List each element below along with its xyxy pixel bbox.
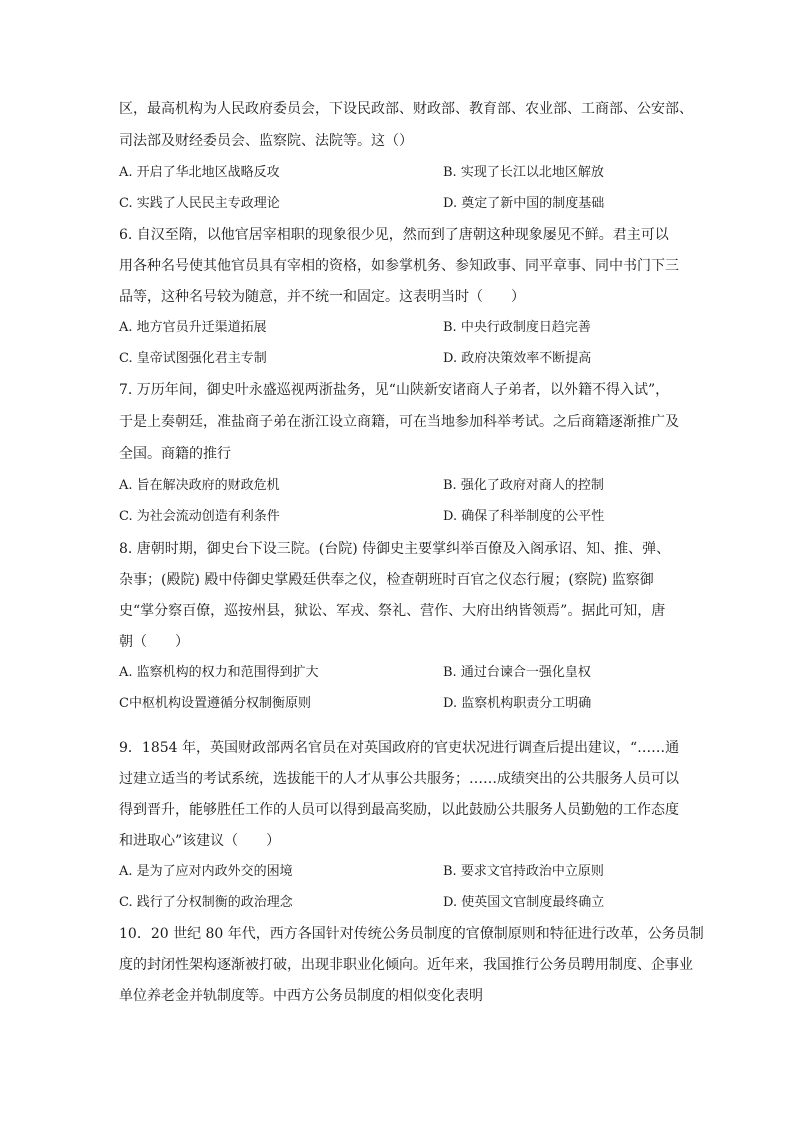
q6-option-a: A. 地方官员升迁渠道拓展 [119,320,267,335]
q9-stem-line-3: 得到晋升，能够胜任工作的人员可以得到最高奖励，以此鼓励公共服务人员勤勉的工作态度 [119,802,679,818]
q7-stem-line-3: 全国。商籍的推行 [119,446,231,462]
q10-stem-line-3: 单位养老金并轨制度等。中西方公务员制度的相似变化表明 [119,988,483,1004]
q5-option-d: D. 奠定了新中国的制度基础 [443,196,605,211]
q6-option-b: B. 中央行政制度日趋完善 [443,320,591,335]
q6-stem-line-3: 品等，这种名号较为随意，并不统一和固定。这表明当时（ ） [119,289,525,305]
q7-option-b: B. 强化了政府对商人的控制 [443,478,604,493]
q6-option-c: C. 皇帝试图强化君主专制 [119,351,267,366]
q9-option-b: B. 要求文官持政治中立原则 [443,864,604,879]
q8-stem-line-2: 杂事；(殿院) 殿中侍御史掌殿廷供奉之仪，检查朝班时百官之仪态行履；(察院) 监察御 [119,572,654,588]
q8-stem-line-1: 8. 唐朝时期，御史台下设三院。(台院) 侍御史主要掌纠举百僚及入阁承诏、知、推、弹、 [119,541,671,557]
q8-option-d: D. 监察机构职责分工明确 [443,696,592,711]
q10-stem-line-2: 度的封闭性架构逐渐被打破，出现非职业化倾向。近年来，我国推行公务员聘用制度、企事业 [119,957,693,973]
q9-stem-line-2: 过建立适当的考试系统，选拔能干的人才从事公共服务；……成绩突出的公共服务人员可以 [119,771,679,787]
q6-option-d: D. 政府决策效率不断提高 [443,351,592,366]
q6-stem-line-2: 用各种名号使其他官员具有宰相的资格，如参掌机务、参知政事、同平章事、同中书门下三 [119,258,679,274]
q8-option-a: A. 监察机构的权力和范围得到扩大 [119,665,319,680]
q8-option-b: B. 通过台谏合一强化皇权 [443,665,591,680]
q7-stem-line-1: 7. 万历年间，御史叶永盛巡视两浙盐务，见“山陕新安诸商人子弟者，以外籍不得入试”， [119,382,670,398]
q6-stem-line-1: 6. 自汉至隋，以他官居宰相职的现象很少见，然而到了唐朝这种现象屡见不鲜。君主可以 [119,227,669,243]
q9-option-d: D. 使英国文官制度最终确立 [443,895,605,910]
q9-option-a: A. 是为了应对内政外交的困境 [119,864,293,879]
q10-stem-line-1: 10．20 世纪 80 年代，西方各国针对传统公务员制度的官僚制原则和特征进行改革，公务员制 [119,926,704,942]
q7-option-c: C. 为社会流动创造有利条件 [119,509,280,524]
q5-stem-line-1: 区，最高机构为人民政府委员会，下设民政部、财政部、教育部、农业部、工商部、公安部、 [119,101,693,117]
q9-stem-line-4: 和进取心”该建议（ ） [119,833,281,849]
q9-option-c: C. 践行了分权制衡的政治理念 [119,895,293,910]
q8-stem-line-3: 史“掌分察百僚，巡按州县，狱讼、军戎、祭礼、营作、大府出纳皆领焉”。据此可知，唐 [119,603,666,619]
q5-option-c: C. 实践了人民民主专政理论 [119,196,280,211]
q5-option-b: B. 实现了长江以北地区解放 [443,165,604,180]
q5-stem-line-2: 司法部及财经委员会、监察院、法院等。这（） [119,133,413,149]
q7-stem-line-2: 于是上奏朝廷，准盐商子弟在浙江设立商籍，可在当地参加科举考试。之后商籍逐渐推广及 [119,414,679,430]
q8-stem-line-4: 朝（ ） [119,634,189,650]
q5-option-a: A. 开启了华北地区战略反攻 [119,165,280,180]
q9-stem-line-1: 9．1854 年，英国财政部两名官员在对英国政府的官吏状况进行调查后提出建议，“……通 [119,740,680,756]
q7-option-d: D. 确保了科举制度的公平性 [443,509,605,524]
q7-option-a: A. 旨在解决政府的财政危机 [119,478,280,493]
q8-option-c: C中枢机构设置遵循分权制衡原则 [119,696,311,711]
